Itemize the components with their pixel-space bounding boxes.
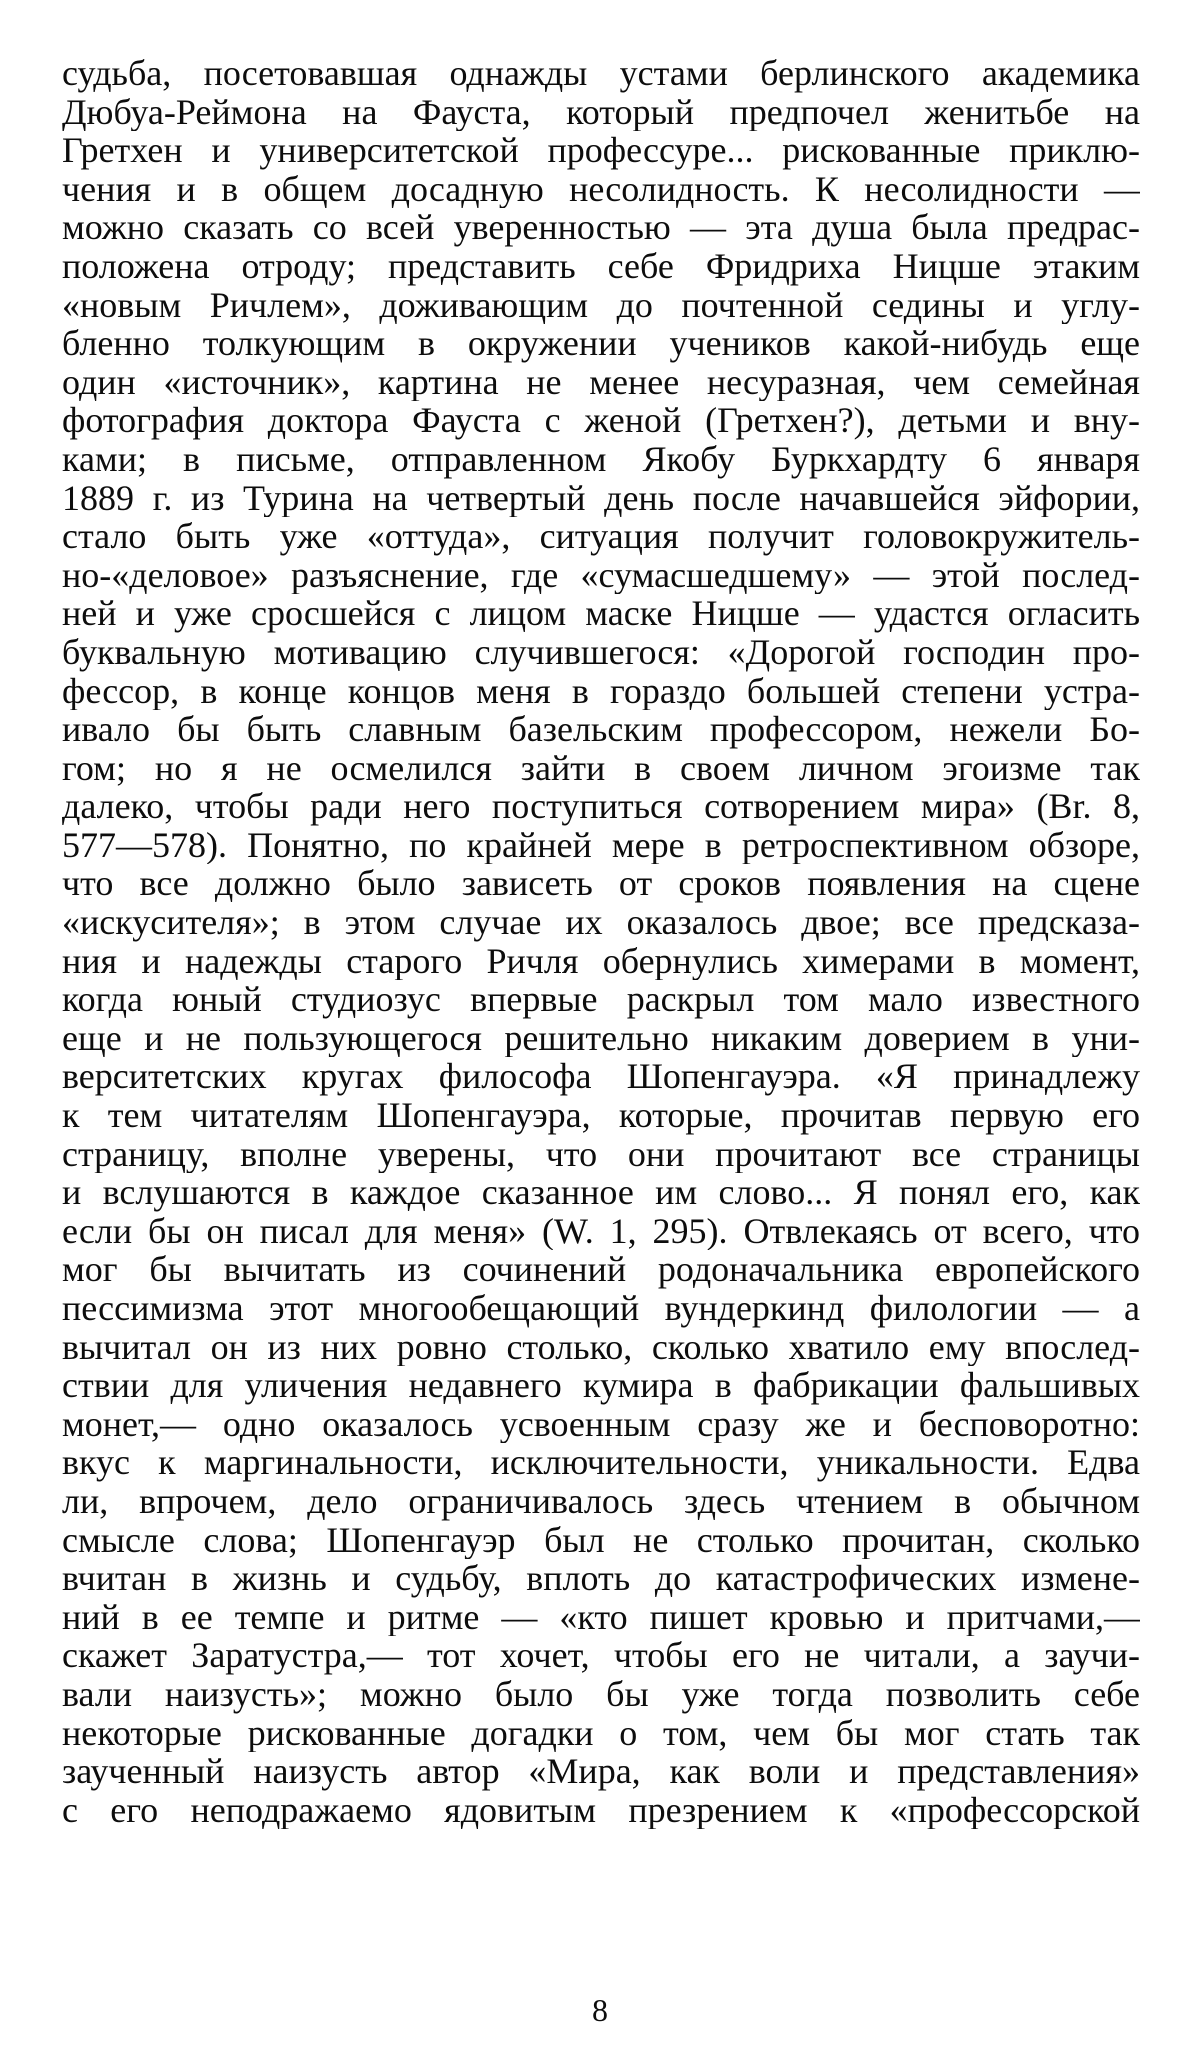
text-line: стало быть уже «оттуда», ситуация получит головокружитель- (62, 517, 1140, 556)
text-line: ивало бы быть славным базельским профессором, нежели Бо- (62, 710, 1140, 749)
text-line: ствии для уличения недавнего кумира в фабрикации фальшивых (62, 1366, 1140, 1405)
text-line: вычитал он из них ровно столько, сколько хватило ему впослед- (62, 1327, 1140, 1367)
text-line: пессимизма этот многообещающий вундеркинд филологии — а (62, 1289, 1140, 1328)
text-line: фессор, в конце концов меня в гораздо большей степени устра- (62, 671, 1140, 711)
text-line: вчитан в жизнь и судьбу, вплоть до катастрофических измене- (62, 1559, 1140, 1598)
text-line: буквальную мотивацию случившегося: «Дорогой господин про- (62, 632, 1140, 672)
text-line: чения и в общем досадную несолидность. К несолидности — (62, 169, 1140, 209)
text-line: 577—578). Понятно, по крайней мере в ретроспективном обзоре, (62, 825, 1140, 865)
text-line: к тем читателям Шопенгауэра, которые, прочитав первую его (62, 1096, 1140, 1135)
text-line: скажет Заратустра,— тот хочет, чтобы его не читали, а заучи- (62, 1636, 1140, 1675)
text-line: Гретхен и университетской профессуре... рискованные приклю- (62, 131, 1140, 170)
text-line: фотография доктора Фауста с женой (Гретхен?), детьми и вну- (62, 401, 1140, 440)
text-line: ния и надежды старого Ричля обернулись химерами в момент, (62, 941, 1140, 981)
text-line: что все должно было зависеть от сроков появления на сцене (62, 864, 1140, 904)
text-line: вали наизусть»; можно было бы уже тогда позволить себе (62, 1674, 1140, 1714)
text-line: ней и уже сросшейся с лицом маске Ницше — удастся огласить (62, 594, 1140, 633)
body-text (62, 54, 1140, 1829)
text-line: но-«деловое» разъяснение, где «сумасшедшему» — этой послед- (62, 555, 1140, 595)
text-line: ли, впрочем, дело ограничивалось здесь чтением в обычном (62, 1481, 1140, 1521)
text-line: мог бы вычитать из сочинений родоначальника европейского (62, 1250, 1140, 1289)
text-line: Дюбуа-Реймона на Фауста, который предпочел женитьбе на (62, 92, 1140, 132)
text-line: с его неподражаемо ядовитым презрением к «профессорской (62, 1790, 1140, 1830)
text-line: когда юный студиозус впервые раскрыл том мало известного (62, 980, 1140, 1019)
text-line: далеко, чтобы ради него поступиться сотворением мира» (Br. 8, (62, 787, 1140, 826)
text-line: верситетских кругах философа Шопенгауэра. «Я принадлежу (62, 1057, 1140, 1097)
text-line: еще и не пользующегося решительно никаким доверием в уни- (62, 1018, 1140, 1058)
text-line: можно сказать со всей уверенностью — эта душа была предрас- (62, 208, 1140, 247)
text-line: заученный наизусть автор «Мира, как воли и представления» (62, 1752, 1140, 1791)
text-line: страницу, вполне уверены, что они прочитают все страницы (62, 1134, 1140, 1174)
text-line: бленно толкующим в окружении учеников какой-нибудь еще (62, 324, 1140, 363)
text-line: положена отроду; представить себе Фридриха Ницше этаким (62, 246, 1140, 286)
text-line: смысле слова; Шопенгауэр был не столько прочитан, сколько (62, 1520, 1140, 1560)
text-line: если бы он писал для меня» (W. 1, 295). Отвлекаясь от всего, что (62, 1211, 1140, 1251)
text-line: гом; но я не осмелился зайти в своем личном эгоизме так (62, 748, 1140, 788)
text-line: некоторые рискованные догадки о том, чем бы мог стать так (62, 1713, 1140, 1753)
text-line: 1889 г. из Турина на четвертый день после начавшейся эйфории, (62, 478, 1140, 518)
page-number: 8 (592, 1992, 608, 2028)
text-line: ками; в письме, отправленном Якобу Буркхардту 6 января (62, 439, 1140, 479)
text-line: судьба, посетовавшая однажды устами берлинского академика (62, 54, 1140, 93)
text-line: и вслушаются в каждое сказанное им слово... Я понял его, как (62, 1173, 1140, 1212)
text-line: ний в ее темпе и ритме — «кто пишет кровью и притчами,— (62, 1597, 1140, 1637)
text-line: один «источник», картина не менее несуразная, чем семейная (62, 362, 1140, 402)
text-line: «новым Ричлем», доживающим до почтенной седины и углу- (62, 285, 1140, 325)
text-line: вкус к маргинальности, исключительности, уникальности. Едва (62, 1443, 1140, 1482)
text-line: «искусителя»; в этом случае их оказалось двое; все предсказа- (62, 903, 1140, 942)
text-line: монет,— одно оказалось усвоенным сразу же и бесповоротно: (62, 1404, 1140, 1444)
